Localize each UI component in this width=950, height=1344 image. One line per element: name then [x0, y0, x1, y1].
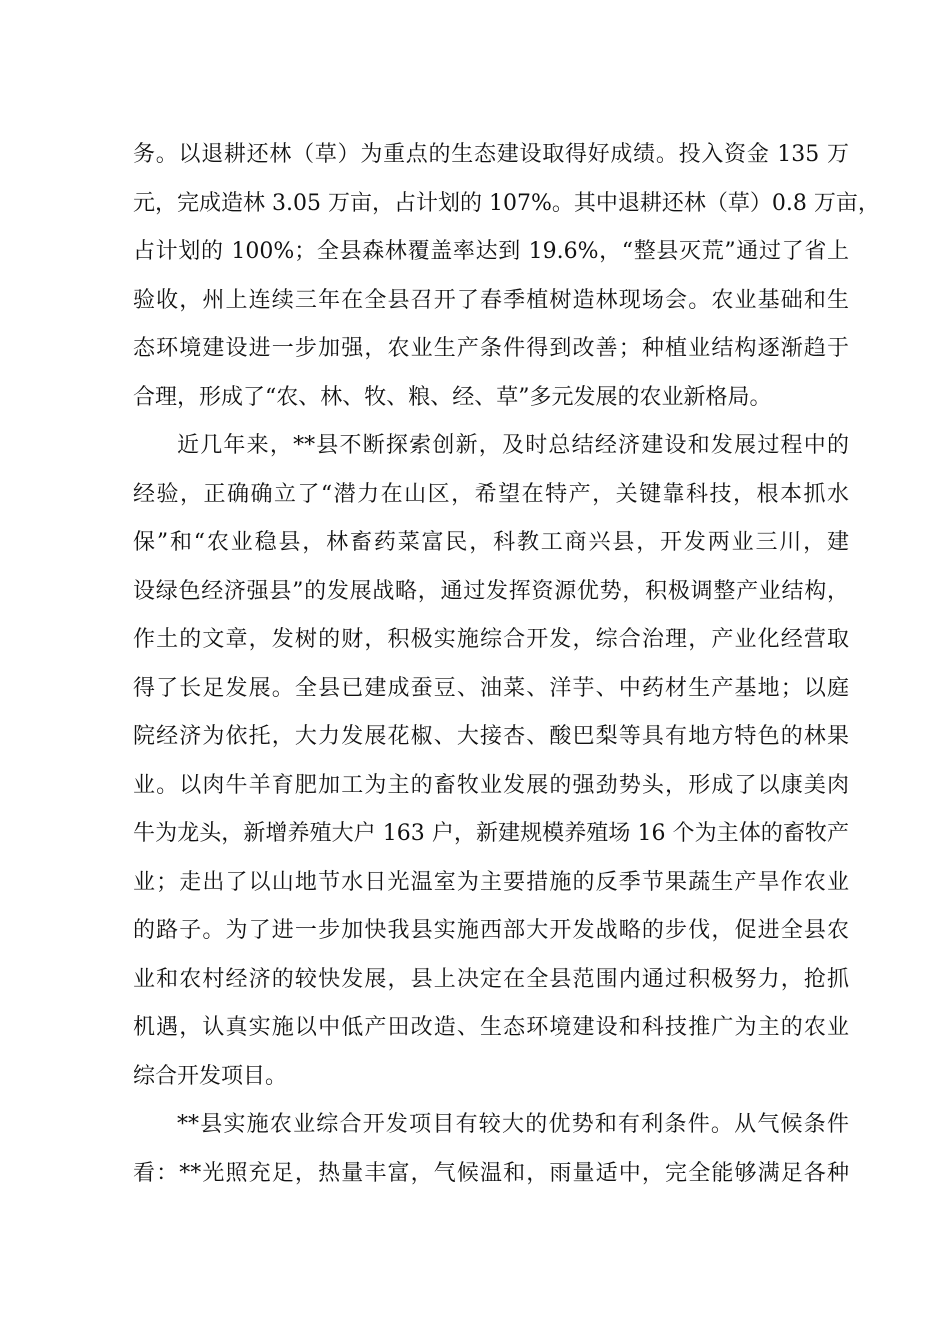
text-line: 经验，正确确立了“潜力在山区，希望在特产，关键靠科技，根本抓水: [133, 481, 849, 507]
text-line: 保”和“农业稳县，林畜药菜富民，科教工商兴县，开发两业三川，建: [133, 530, 849, 555]
paragraph: [133, 422, 849, 1101]
text-line: 的路子。为了进一步加快我县实施西部大开发战略的步伐，促进全县农: [133, 918, 849, 943]
paragraph: [133, 1101, 849, 1198]
text-line: **县实施农业综合开发项目有较大的优势和有利条件。从气候条件: [177, 1112, 849, 1137]
text-line: 院经济为依托，大力发展花椒、大接杏、酸巴梨等具有地方特色的林果: [133, 724, 849, 749]
text-line: 元，完成造林 3.05 万亩，占计划的 107%。其中退耕还林（草）0.8 万亩，: [133, 190, 880, 216]
text-line: 业和农村经济的较快发展，县上决定在全县范围内通过积极努力，抢抓: [133, 966, 849, 992]
text-line: 机遇，认真实施以中低产田改造、生态环境建设和科技推广为主的农业: [133, 1015, 849, 1040]
text-line: 业。以肉牛羊育肥加工为主的畜牧业发展的强劲势头，形成了以康美肉: [133, 772, 849, 798]
text-line: 近几年来，**县不断探索创新，及时总结经济建设和发展过程中的: [177, 433, 849, 458]
text-line: 设绿色经济强县”的发展战略，通过发挥资源优势，积极调整产业结构，: [133, 578, 849, 604]
text-line: 验收，州上连续三年在全县召开了春季植树造林现场会。农业基础和生: [133, 287, 849, 313]
text-line: 业；走出了以山地节水日光温室为主要措施的反季节果蔬生产旱作农业: [133, 869, 849, 895]
text-line: 牛为龙头，新增养殖大户 163 户，新建规模养殖场 16 个为主体的畜牧产: [133, 821, 849, 846]
paragraph: [133, 131, 880, 422]
text-line: 合理，形成了“农、林、牧、粮、经、草”多元发展的农业新格局。: [133, 384, 772, 410]
text-line: 综合开发项目。: [133, 1063, 288, 1089]
text-line: 务。以退耕还林（草）为重点的生态建设取得好成绩。投入资金 135 万: [133, 142, 849, 167]
text-line: 作土的文章，发树的财，积极实施综合开发，综合治理，产业化经营取: [133, 627, 849, 652]
text-line: 看：**光照充足，热量丰富，气候温和，雨量适中，完全能够满足各种: [133, 1160, 849, 1186]
text-line: 得了长足发展。全县已建成蚕豆、油菜、洋芋、中药材生产基地；以庭: [133, 675, 849, 701]
text-line: 占计划的 100%；全县森林覆盖率达到 19.6%，“整县灭荒”通过了省上: [133, 239, 849, 264]
text-line: 态环境建设进一步加强，农业生产条件得到改善；种植业结构逐渐趋于: [133, 336, 849, 361]
document-body: [133, 131, 880, 1198]
